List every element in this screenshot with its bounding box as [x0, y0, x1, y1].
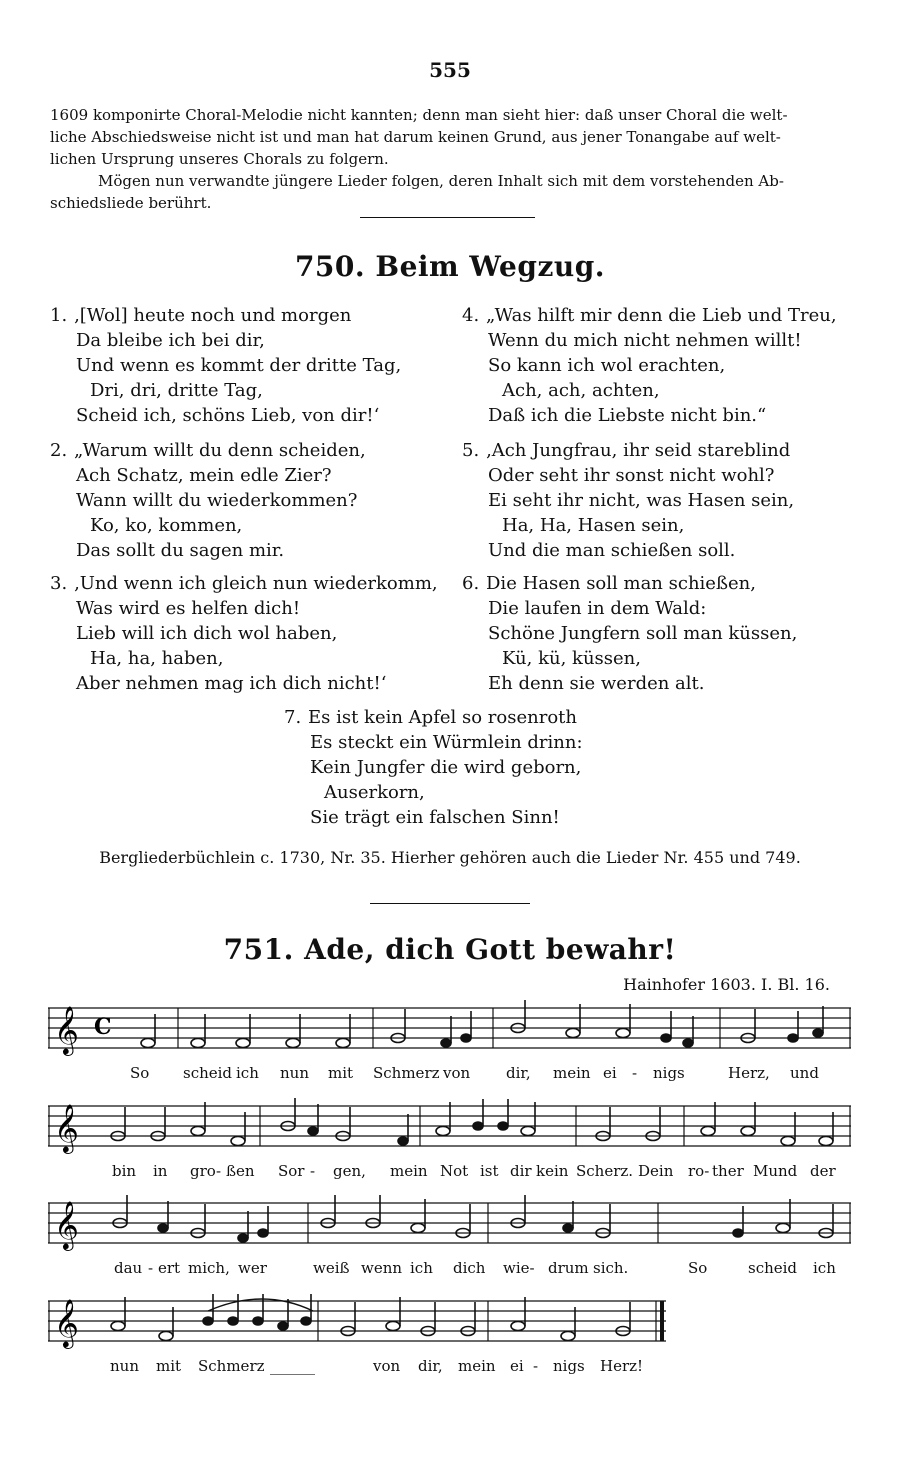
lyric-syllable: dau	[114, 1259, 143, 1277]
verse-line: Auserkorn,	[324, 782, 425, 803]
lyric-syllable: in	[153, 1162, 168, 1180]
song-number: 751.	[223, 933, 294, 966]
verse-line: ‚Ach Jungfrau, ihr seid stareblind	[486, 440, 791, 461]
verse-line: Daß ich die Liebste nicht bin.“	[488, 405, 767, 426]
lyric-syllable: -	[148, 1259, 154, 1277]
verse-line: Wenn du mich nicht nehmen willt!	[488, 330, 802, 351]
verse-line: Ha, Ha, Hasen sein,	[502, 515, 685, 536]
treble-clef-icon: 𝄞	[54, 1298, 79, 1347]
lyric-syllable: Dein	[638, 1162, 674, 1180]
verse-line: Dri, dri, dritte Tag,	[90, 380, 263, 401]
lyric-line-3	[48, 1259, 851, 1283]
treble-clef-icon: 𝄞	[54, 1200, 79, 1249]
section-divider	[370, 903, 530, 904]
intro-line: lichen Ursprung unseres Chorals zu folgern.	[50, 150, 389, 168]
stanza-5	[462, 438, 862, 563]
lyric-syllable: ich	[813, 1259, 836, 1277]
lyric-syllable: ich	[410, 1259, 433, 1277]
lyric-syllable: ei	[603, 1064, 617, 1082]
verse-line: Ei seht ihr nicht, was Hasen sein,	[488, 490, 795, 511]
music-system-4	[48, 1293, 851, 1381]
lyric-syllable: mit	[156, 1357, 182, 1375]
lyric-line-4	[48, 1357, 851, 1381]
music-system-1	[48, 1000, 851, 1088]
lyric-syllable: ei	[510, 1357, 524, 1375]
lyric-syllable: mein	[458, 1357, 496, 1375]
verse-line: Und wenn es kommt der dritte Tag,	[76, 355, 402, 376]
staff-4	[48, 1293, 851, 1353]
lyric-syllable: gen,	[333, 1162, 366, 1180]
source-note: Bergliederbüchlein c. 1730, Nr. 35. Hierher gehören auch die Lieder Nr. 455 und 749.	[99, 848, 801, 867]
lyric-syllable: ßen	[226, 1162, 255, 1180]
lyric-syllable: dir,	[506, 1064, 531, 1082]
song-title-750	[0, 250, 900, 283]
lyric-syllable: Herz!	[600, 1357, 644, 1375]
verse-line: Scheid ich, schöns Lieb, von dir!‘	[76, 405, 380, 426]
stanza-1	[50, 303, 450, 428]
verse-line: „Was hilft mir denn die Lieb und Treu,	[486, 305, 837, 326]
lyric-syllable: nun	[280, 1064, 309, 1082]
treble-clef-icon: 𝄞	[54, 1005, 79, 1054]
verse-line: Kein Jungfer die wird geborn,	[310, 757, 582, 778]
lyric-syllable: weiß	[313, 1259, 350, 1277]
notes	[141, 1000, 823, 1048]
lyric-syllable: drum	[548, 1259, 589, 1277]
lyric-syllable: ist	[480, 1162, 499, 1180]
stanza-number: 7.	[284, 707, 302, 728]
lyric-syllable: scheid	[183, 1064, 233, 1082]
verse-line: Wann willt du wiederkommen?	[76, 490, 358, 511]
section-divider	[360, 217, 535, 218]
staff-lines	[48, 1301, 666, 1341]
lyric-syllable: ert	[158, 1259, 181, 1277]
notes	[111, 1098, 833, 1146]
verse-line: Die laufen in dem Wald:	[488, 598, 707, 619]
verse-line: Eh denn sie werden alt.	[488, 673, 705, 694]
lyric-syllable: der	[810, 1162, 836, 1180]
lyric-syllable: Schmerz	[373, 1064, 440, 1082]
lyric-syllable: scheid	[748, 1259, 798, 1277]
song-title-751	[0, 933, 900, 966]
treble-clef-icon: 𝄞	[54, 1103, 79, 1152]
verse-line: Da bleibe ich bei dir,	[76, 330, 265, 351]
verse-line: Ach Schatz, mein edle Zier?	[76, 465, 332, 486]
verse-line: Oder seht ihr sonst nicht wohl?	[488, 465, 775, 486]
lyric-syllable: wie-	[503, 1259, 535, 1277]
verse-line: Die Hasen soll man schießen,	[486, 573, 756, 594]
lyric-syllable: Schmerz	[198, 1357, 265, 1375]
verse-line: Es ist kein Apfel so rosenroth	[308, 707, 577, 728]
lyric-syllable: dir,	[418, 1357, 443, 1375]
stanza-2	[50, 438, 450, 563]
verse-line: ‚Und wenn ich gleich nun wiederkomm,	[74, 573, 438, 594]
music-system-3	[48, 1195, 851, 1283]
notes	[113, 1195, 833, 1242]
lyric-syllable: gro	[190, 1162, 216, 1180]
lyric-syllable: wenn	[361, 1259, 403, 1277]
lyric-syllable: ro-	[688, 1162, 710, 1180]
intro-line: Mögen nun verwandte jüngere Lieder folgen, deren Inhalt sich mit dem vorstehenden Ab-	[98, 172, 784, 190]
lyric-line-2	[48, 1162, 851, 1186]
song-title: Beim Wegzug.	[375, 250, 606, 283]
verse-line: ‚[Wol] heute noch und morgen	[74, 305, 352, 326]
common-time-icon: C	[94, 1014, 112, 1040]
page-number: 555	[429, 58, 471, 82]
verse-line: Kü, kü, küssen,	[502, 648, 641, 669]
song-title: Ade, dich Gott bewahr!	[304, 933, 677, 966]
lyric-syllable: -	[632, 1064, 638, 1082]
melody-attribution: Hainhofer 1603. I. Bl. 16.	[623, 975, 830, 994]
intro-line: 1609 komponirte Choral-Melodie nicht kannten; denn man sieht hier: daß unser Choral die welt-	[50, 106, 788, 124]
verse-line: Aber nehmen mag ich dich nicht!‘	[76, 673, 387, 694]
lyric-syllable: ______	[270, 1357, 315, 1375]
verse-line: Sie trägt ein falschen Sinn!	[310, 807, 560, 828]
lyric-syllable: mich,	[188, 1259, 230, 1277]
verse-line: „Warum willt du denn scheiden,	[74, 440, 366, 461]
staff-3	[48, 1195, 851, 1255]
lyric-syllable: mit	[328, 1064, 354, 1082]
lyric-syllable: dich	[453, 1259, 486, 1277]
verse-line: Das sollt du sagen mir.	[76, 540, 285, 561]
lyric-syllable: kein	[536, 1162, 569, 1180]
lyric-syllable: ich	[236, 1064, 259, 1082]
stanza-number: 5.	[462, 440, 480, 461]
lyric-syllable: Not	[440, 1162, 469, 1180]
lyric-syllable: dir	[510, 1162, 532, 1180]
verse-line: Ko, ko, kommen,	[90, 515, 243, 536]
lyric-syllable: Mund	[753, 1162, 798, 1180]
verse-line: Und die man schießen soll.	[488, 540, 736, 561]
stanza-number: 4.	[462, 305, 480, 326]
lyric-syllable: sich.	[593, 1259, 629, 1277]
intro-line: liche Abschiedsweise nicht ist und man hat darum keinen Grund, aus jener Tonangabe auf welt-	[50, 128, 781, 146]
verse-line: Es steckt ein Würmlein drinn:	[310, 732, 583, 753]
stanza-7	[284, 705, 644, 830]
stanza-number: 1.	[50, 305, 68, 326]
staff-1	[48, 1000, 851, 1060]
lyric-syllable: mein	[553, 1064, 591, 1082]
verse-line: Schöne Jungfern soll man küssen,	[488, 623, 798, 644]
stanza-3	[50, 571, 450, 696]
lyric-syllable: Herz,	[728, 1064, 770, 1082]
lyric-syllable: von	[443, 1064, 471, 1082]
lyric-syllable: wer	[238, 1259, 267, 1277]
stanza-number: 2.	[50, 440, 68, 461]
staff-2	[48, 1098, 851, 1158]
lyric-syllable: und	[790, 1064, 819, 1082]
lyric-syllable: nigs	[553, 1357, 585, 1375]
lyric-syllable: von	[373, 1357, 401, 1375]
stanza-6	[462, 571, 862, 696]
music-system-2	[48, 1098, 851, 1186]
lyric-syllable: nigs	[653, 1064, 685, 1082]
verse-line: So kann ich wol erachten,	[488, 355, 726, 376]
lyric-syllable: mein	[390, 1162, 428, 1180]
stanza-4	[462, 303, 862, 428]
song-number: 750.	[294, 250, 366, 283]
lyric-syllable: -	[216, 1162, 222, 1180]
stanza-number: 3.	[50, 573, 68, 594]
lyric-syllable: ther	[712, 1162, 744, 1180]
stanza-number: 6.	[462, 573, 480, 594]
verse-line: Ha, ha, haben,	[90, 648, 224, 669]
lyric-syllable: -	[310, 1162, 316, 1180]
lyric-line-1	[48, 1064, 851, 1088]
lyric-syllable: So	[130, 1064, 150, 1082]
lyric-syllable: Sor	[278, 1162, 305, 1180]
lyric-syllable: bin	[112, 1162, 137, 1180]
verse-line: Ach, ach, achten,	[502, 380, 660, 401]
lyric-syllable: Scherz.	[576, 1162, 634, 1180]
lyric-syllable: So	[688, 1259, 708, 1277]
lyric-syllable: -	[533, 1357, 539, 1375]
verse-line: Was wird es helfen dich!	[76, 598, 301, 619]
intro-line: schiedsliede berührt.	[50, 194, 212, 212]
verse-line: Lieb will ich dich wol haben,	[76, 623, 338, 644]
lyric-syllable: nun	[110, 1357, 139, 1375]
